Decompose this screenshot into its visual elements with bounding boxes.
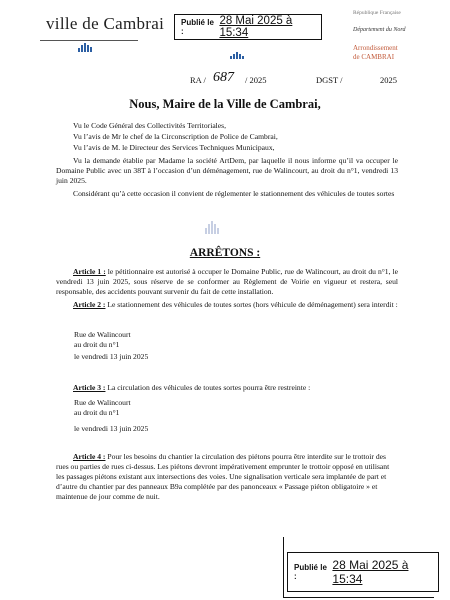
arretons-heading: ARRÊTONS : xyxy=(189,247,261,259)
article-2-street: Rue de Walincourt xyxy=(74,330,131,339)
stamp-label: Publié le : xyxy=(294,563,327,581)
article-3-street: Rue de Walincourt xyxy=(74,398,131,407)
article-3 xyxy=(56,383,398,393)
considerant-paragraph: Considérant qu’à cette occasion il convient de réglementer le stationnement des véhicules de toutes sortes xyxy=(73,189,395,198)
article-1-text: le pétitionnaire est autorisé à occuper le Domaine Public, rue de Walincourt, au droit du n°1, le vendredi 13 juin 2025, sous réserve de se conformer au Règlement de Voirie en vigueur et restera, seul responsable, des accidents pouvant survenir du fait de cette installation. xyxy=(56,267,398,296)
publication-stamp-top xyxy=(174,14,322,40)
vu-item: Vu l’avis de Mr le chef de la Circonscription de Police de Cambrai, xyxy=(73,132,278,141)
article-3-date: le vendredi 13 juin 2025 xyxy=(74,424,149,433)
arrondissement-line2: de CAMBRAI xyxy=(353,53,395,61)
article-4-label: Article 4 : xyxy=(73,452,106,461)
logo-bars-icon xyxy=(78,34,93,52)
header-bars-icon xyxy=(230,41,245,59)
article-1-label: Article 1 : xyxy=(73,267,106,276)
stamp-label: Publié le : xyxy=(181,18,214,36)
departement-label: Département du Nord xyxy=(353,27,406,33)
arretons-heading-wrap xyxy=(0,243,450,261)
dgst-year: 2025 xyxy=(380,75,397,85)
vu-list xyxy=(73,120,278,153)
stamp-date: 28 Mai 2025 à 15:34 xyxy=(219,15,293,39)
article-1 xyxy=(56,267,398,297)
article-3-label: Article 3 : xyxy=(73,383,106,392)
article-3-text: La circulation des véhicules de toutes sortes pourra être restreinte : xyxy=(105,383,311,392)
dgst-label: DGST / xyxy=(316,75,343,85)
article-4 xyxy=(56,452,398,502)
stamp-date: 28 Mai 2025 à 15:34 xyxy=(332,558,409,586)
ra-number: 687 xyxy=(213,70,234,85)
republique-label: République Française xyxy=(353,10,401,16)
article-2-number: au droit du n°1 xyxy=(74,340,120,349)
vu-item: Vu l’avis de M. le Directeur des Services Techniques Municipaux, xyxy=(73,143,275,152)
page-title: Nous, Maire de la Ville de Cambrai, xyxy=(129,97,321,111)
ra-prefix: RA / xyxy=(190,75,206,85)
article-4-text: Pour les besoins du chantier la circulation des piétons pourra être interdite sur le trottoir des rues ou parties de rues ci-dessus. Les piétons devront impérativement emprunter le trottoir opposé en utilisant les passages piétons existant aux intersections des voies. Une signalisation verticale sera implantée de part et d’autre du chantier par des panneaux B9a complétée par des panonceaux « Passage piéton obligatoire » et maintenue de jour comme de nuit. xyxy=(56,452,390,501)
article-2-text: Le stationnement des véhicules de toutes sortes (hors véhicule de déménagement) sera interdit : xyxy=(105,300,398,309)
ra-year: / 2025 xyxy=(245,75,267,85)
arrondissement-line1: Arrondissement xyxy=(353,44,398,52)
demande-paragraph: Vu la demande établie par Madame la société ArtDem, par laquelle il nous informe qu’il va occuper le Domaine Public avec un 38T à l’occasion d’un déménagement, rue de Walincourt, au droit du n°1, vendredi 13 juin 2025. xyxy=(56,156,398,185)
article-2-label: Article 2 : xyxy=(73,300,106,309)
article-2 xyxy=(56,300,398,310)
article-2-date: le vendredi 13 juin 2025 xyxy=(74,352,149,361)
article-3-number: au droit du n°1 xyxy=(74,408,120,417)
arrondissement-label xyxy=(353,44,443,62)
publication-stamp-bottom xyxy=(287,552,439,592)
city-logo-text: ville de Cambrai xyxy=(46,14,165,33)
watermark-bars-icon xyxy=(205,216,220,234)
vu-item: Vu le Code Général des Collectivités Territoriales, xyxy=(73,121,227,130)
